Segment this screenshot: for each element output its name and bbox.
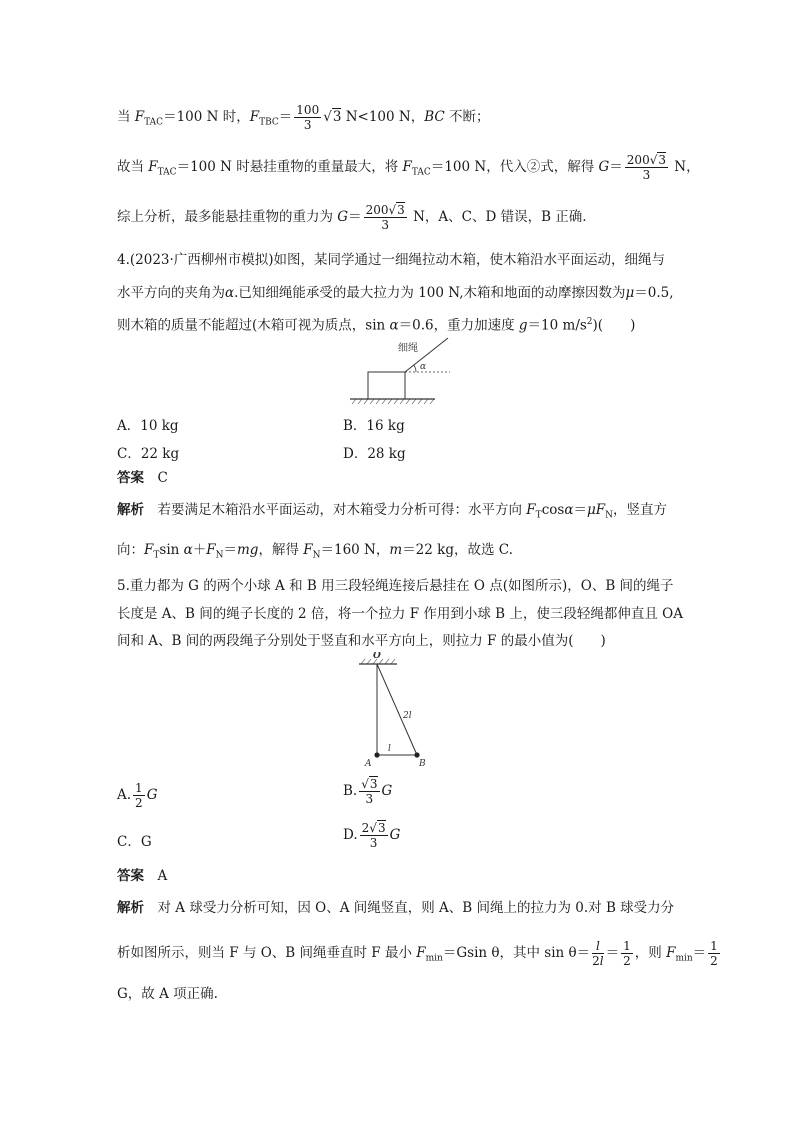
option-a: A. $\frac{1}{2}$ G [117, 781, 158, 810]
option-d: D．28 kg [343, 446, 406, 462]
angle-arc [414, 365, 416, 372]
q5-line-3: 间和 A、B 间的两段绳子分别处于竖直和水平方向上，则拉力 F 的最小值为( ) [117, 633, 606, 649]
option-b: B．16 kg [343, 418, 405, 434]
angle-label: α [420, 362, 427, 372]
two-balls-figure [355, 652, 435, 770]
q5-answer: 答案 A [117, 868, 168, 884]
option-c: C．22 kg [117, 446, 180, 462]
point-o-label: O [373, 652, 381, 661]
fraction: $\frac{200√3}{3}$ [626, 153, 666, 182]
box-rope-figure [340, 336, 460, 406]
fraction: $\frac{200√3}{3}$ [365, 203, 405, 232]
option-d: D. $\frac{2√3}{3}$ G [343, 821, 401, 850]
q5-analysis-1: 解析 对 A 球受力分析可知，因 O、A 间绳竖直，则 A、B 间绳上的拉力为 0.对 B 球受力分 [117, 900, 675, 916]
q5-analysis-3: G，故 A 项正确. [117, 986, 218, 1002]
option-a: A．10 kg [117, 418, 179, 434]
ball-a-label: A [365, 759, 372, 769]
fraction: $\frac{100}{3}$ [296, 103, 320, 132]
option-b: B. $\frac{√3}{3}$ G [343, 777, 393, 806]
q4-analysis-1: 解析 若要满足木箱沿水平面运动，对木箱受力分析可得：水平方向 $F_T\cos\alpha=\mu F_N$，竖直方 [117, 502, 667, 521]
length-l-label: l [388, 744, 391, 754]
q4-line-3: 则木箱的质量不能超过(木箱可视为质点，sin α＝0.6，重力加速度 g＝10 $m/s^2$)( ) [117, 317, 636, 334]
rope-label: 细绳 [398, 343, 418, 354]
solution-line-2: 故当 $F_{TAC}=100$ N 时悬挂重物的重量最大，将 $F_{TAC}=100$ N，代入②式，解得 G＝ $\frac{200√3}{3}$ N， [117, 153, 700, 182]
q5-line-2: 长度是 A、B 间的绳子长度的 2 倍，将一个拉力 F 作用到小球 B 上，使三段轻绳都伸直且 OA [117, 606, 683, 622]
length-2l-label: 2l [403, 711, 412, 721]
ball-b-label: B [419, 759, 426, 769]
rope-ob [377, 664, 417, 755]
option-c: C．G [117, 834, 152, 850]
q4-line-1: 4.(2023·广西柳州市模拟)如图，某同学通过一细绳拉动木箱，使木箱沿水平面运动，细绳与 [117, 252, 666, 268]
q5-analysis-2: 析如图所示，则当 F 与 O、B 间绳垂直时 F 最小 $F_{min}=Gsin$ θ，其中 sin θ＝ $\frac{l}{2l}$ ＝ $\frac{1}{2}$ ，则 $F_{min}=$ $\frac{1}{2}$ [117, 939, 718, 968]
ball-a [374, 752, 379, 757]
wooden-box [368, 372, 405, 399]
solution-line-1: 当 $F_{TAC}=100$ N 时，$F_{TBC}=$ $\frac{100}{3}$ √3 N<100 N，BC 不断； [117, 103, 490, 132]
q4-answer: 答案 C [117, 470, 168, 486]
q5-line-1: 5.重力都为 G 的两个小球 A 和 B 用三段轻绳连接后悬挂在 O 点(如图所示)，O、B 间的绳子 [117, 578, 674, 594]
q4-line-2: 水平方向的夹角为α.已知细绳能承受的最大拉力为 100 N,木箱和地面的动摩擦因数为μ＝0.5, [117, 285, 674, 301]
solution-line-3: 综上分析，最多能悬挂重物的重力为 G＝ $\frac{200√3}{3}$ N，A、C、D 错误，B 正确. [117, 203, 587, 232]
q4-analysis-2: 向：$F_T\sin$ $\alpha+F_N=mg$，解得 $F_N=160$ N，m＝22 kg，故选 C. [117, 542, 513, 561]
ball-b [414, 752, 419, 757]
ground-hatch [352, 399, 434, 404]
